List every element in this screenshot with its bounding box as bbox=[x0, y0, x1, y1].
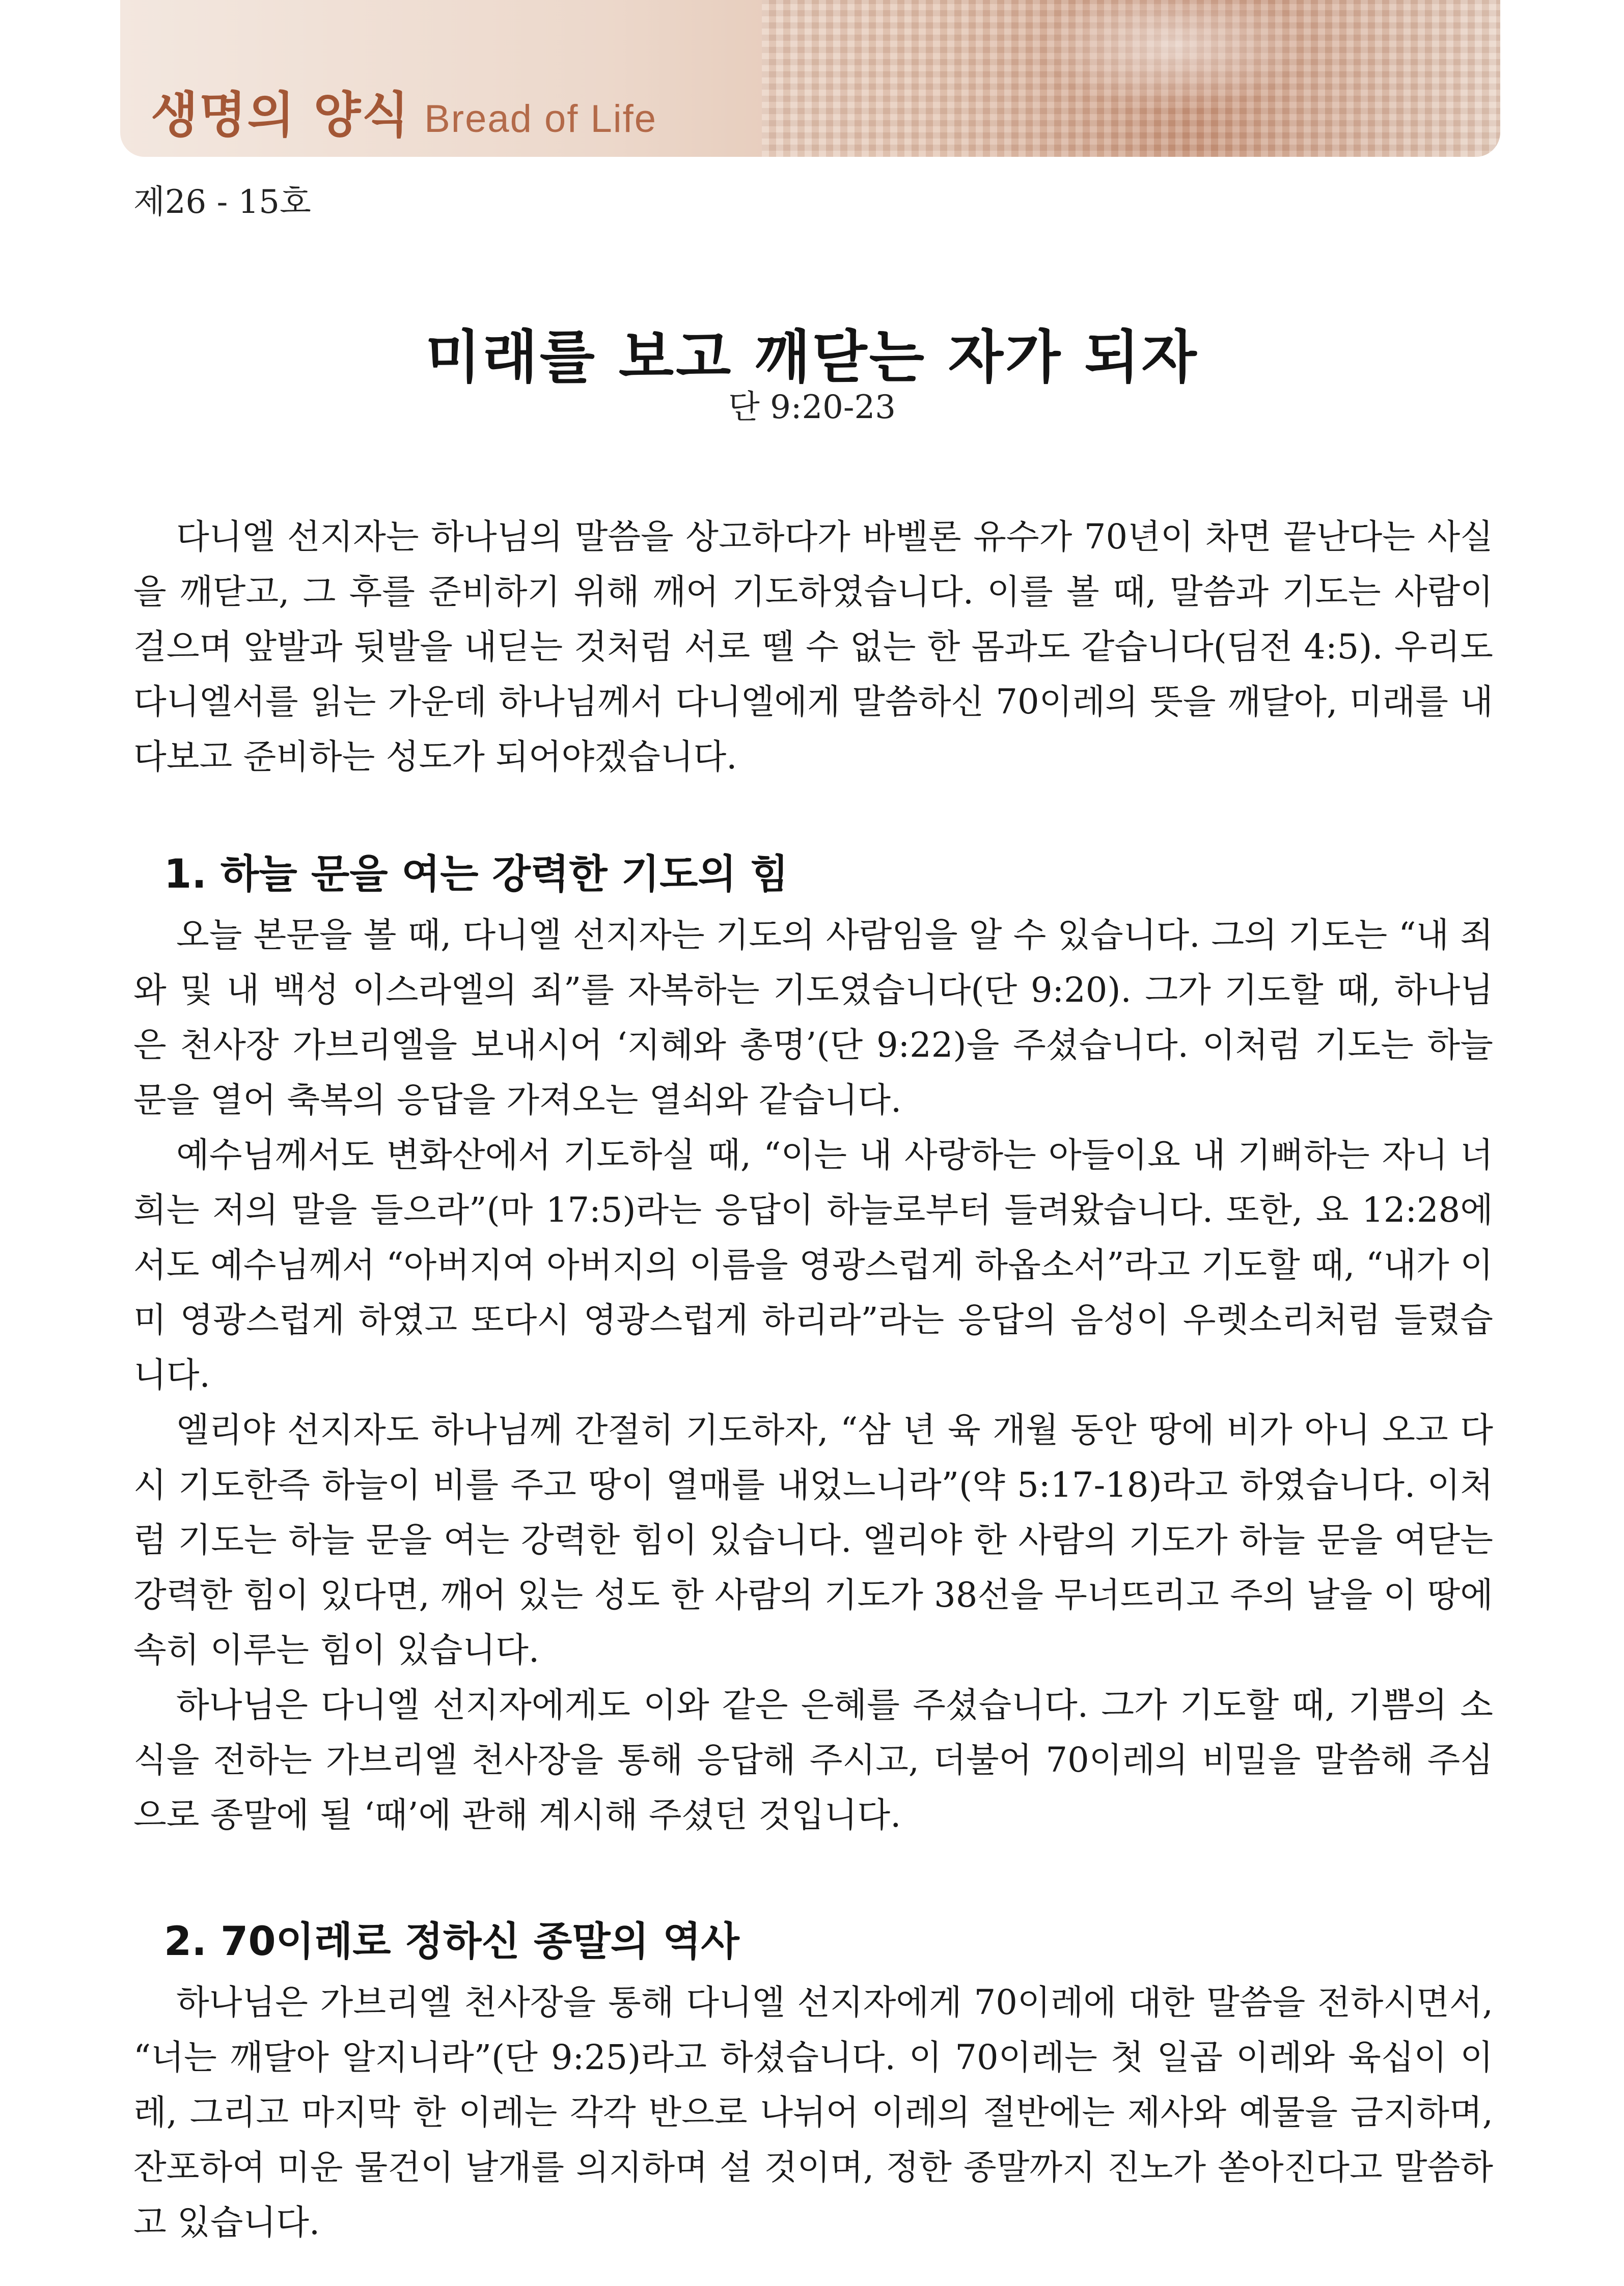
intro-paragraph: 다니엘 선지자는 하나님의 말씀을 상고하다가 바벨론 유수가 70년이 차면 끝난다는 사실을 깨닫고, 그 후를 준비하기 위해 깨어 기도하였습니다. 이를 볼 때, 말씀과 기도는 사람이 걸으며 앞발과 뒷발을 내딛는 것처럼 서로 뗄 수 없는 한 몸과도 같습니다(딤전 4:5). 우리도 다니엘서를 읽는 가운데 하나님께서 다니엘에게 말씀하신 70이레의 뜻을 깨달아, 미래를 내다보고 준비하는 성도가 되어야겠습니다. bbox=[133, 517, 1493, 777]
publication-title bbox=[151, 76, 657, 148]
publication-title-korean: 생명의 양식 bbox=[151, 87, 410, 144]
section-1-paragraph-1: 오늘 본문을 볼 때, 다니엘 선지자는 기도의 사람임을 알 수 있습니다. 그의 기도는 “내 죄와 및 내 백성 이스라엘의 죄”를 자복하는 기도였습니다(단 9:20). 그가 기도할 때, 하나님은 천사장 가브리엘을 보내시어 ‘지혜와 총명’(단 9:22)을 주셨습니다. 이처럼 기도는 하늘 문을 열어 축복의 응답을 가져오는 열쇠와 같습니다. bbox=[133, 915, 1493, 1120]
section-1-paragraph-4: 하나님은 다니엘 선지자에게도 이와 같은 은혜를 주셨습니다. 그가 기도할 때, 기쁨의 소식을 전하는 가브리엘 천사장을 통해 응답해 주시고, 더불어 70이레의 비밀을 말씀해 주심으로 종말에 될 ‘때’에 관해 계시해 주셨던 것입니다. bbox=[133, 1685, 1493, 1835]
article-body bbox=[133, 509, 1493, 2250]
article-title: 미래를 보고 깨닫는 자가 되자 bbox=[425, 324, 1199, 391]
section-spacer bbox=[133, 1842, 1493, 1909]
header-photo-glow bbox=[1042, 0, 1307, 112]
scripture-reference: 단 9:20-23 bbox=[728, 389, 896, 426]
section-heading-2: 2. 70이레로 정하신 종말의 역사 bbox=[164, 1919, 739, 1965]
section-1-paragraph-3: 엘리야 선지자도 하나님께 간절히 기도하자, “삼 년 육 개월 동안 땅에 비가 아니 오고 다시 기도한즉 하늘이 비를 주고 땅이 열매를 내었느니라”(약 5:17-18)라고 하였습니다. 이처럼 기도는 하늘 문을 여는 강력한 힘이 있습니다. 엘리야 한 사람의 기도가 하늘 문을 여닫는 강력한 힘이 있다면, 깨어 있는 성도 한 사람의 기도가 38선을 무너뜨리고 주의 날을 이 땅에 속히 이루는 힘이 있습니다. bbox=[133, 1410, 1493, 1670]
publication-title-english: Bread of Life bbox=[424, 97, 657, 141]
section-2-paragraph-1: 하나님은 가브리엘 천사장을 통해 다니엘 선지자에게 70이레에 대한 말씀을 전하시면서, “너는 깨달아 알지니라”(단 9:25)라고 하셨습니다. 이 70이레는 첫 일곱 이레와 육십이 이레, 그리고 마지막 한 이레는 각각 반으로 나뉘어 이레의 절반에는 제사와 예물을 금지하며, 잔포하여 미운 물건이 날개를 의지하며 설 것이며, 정한 종말까지 진노가 쏟아진다고 말씀하고 있습니다. bbox=[133, 1982, 1493, 2242]
section-heading-1: 1. 하늘 문을 여는 강력한 기도의 힘 bbox=[164, 851, 789, 897]
section-1-paragraph-2: 예수님께서도 변화산에서 기도하실 때, “이는 내 사랑하는 아들이요 내 기뻐하는 자니 너희는 저의 말을 들으라”(마 17:5)라는 응답이 하늘로부터 들려왔습니다. 또한, 요 12:28에서도 예수님께서 “아버지여 아버지의 이름을 영광스럽게 하옵소서”라고 기도할 때, “내가 이미 영광스럽게 하였고 또다시 영광스럽게 하리라”라는 응답의 음성이 우렛소리처럼 들렸습니다. bbox=[133, 1135, 1493, 1395]
issue-number: 제26 - 15호 bbox=[133, 183, 311, 221]
